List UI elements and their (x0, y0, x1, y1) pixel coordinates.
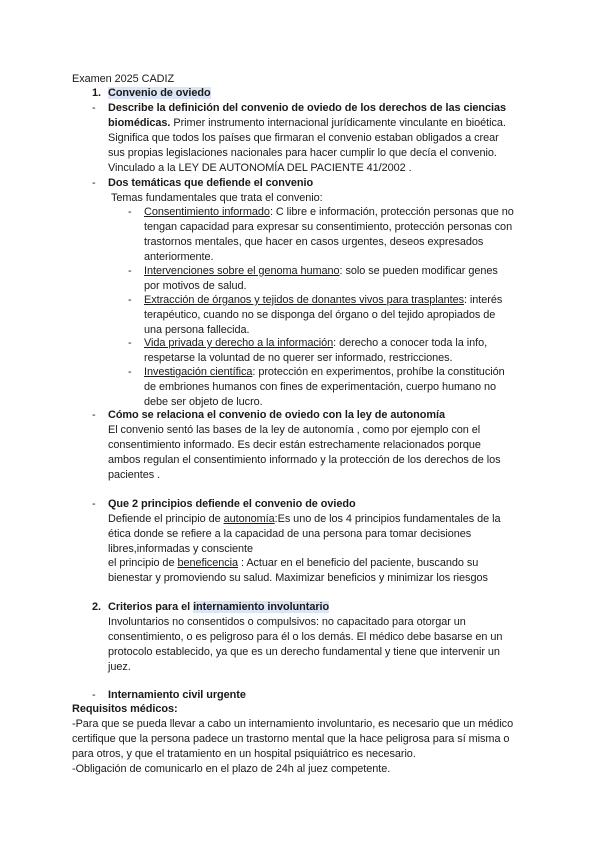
q2-item-3-line2: terapéutico, cuando no se disponga del órgano o del tejido apropiados de (144, 309, 496, 321)
document-title: Examen 2025 CADIZ (72, 73, 175, 85)
bullet-dash: - (92, 409, 96, 421)
q4-line5: bienestar y promoviendo su salud. Maximizar beneficios y minimizar los riesgos (108, 572, 488, 584)
q2-item-4-line2: respetarse la voluntad de no querer ser informado, restricciones. (144, 352, 453, 364)
q3-title: Cómo se relaciona el convenio de oviedo con la ley de autonomía (108, 409, 445, 421)
q2-item-5-line3: debe ser objeto de lucro. (144, 396, 263, 408)
q2-item-5-line1: : protección en experimentos, prohíbe la constitución (252, 366, 505, 378)
q3-body-line3: ambos regulan el consentimiento informado y la protección de los derechos de los (108, 454, 501, 466)
q4-line4 (108, 557, 478, 570)
bullet-dash: - (92, 102, 96, 114)
q2-item-5 (144, 366, 505, 379)
q1-title-line1: Describe la definición del convenio de oviedo de los derechos de las ciencias (108, 102, 507, 114)
bullet-dash: - (128, 206, 132, 218)
s2-body-line4: juez. (108, 661, 131, 673)
q2-item-3-line1: : interés (463, 294, 503, 306)
q4-line3: libres,informadas y consciente (108, 543, 253, 555)
bullet-dash: - (128, 366, 132, 378)
section-2-heading (108, 601, 329, 614)
q2-item-2 (144, 265, 498, 278)
q4-term-autonomia: autonomía (223, 513, 275, 525)
q2-item-3-line3: una persona fallecida. (144, 324, 250, 336)
section-2-title-pre: Criterios para el (108, 601, 194, 613)
bullet-dash: - (128, 294, 132, 306)
q2-item-2-line1: : solo se pueden modificar genes (339, 265, 498, 277)
q4-line1-pre: Defiende el principio de (108, 513, 224, 525)
section-1-heading (108, 87, 211, 100)
section-1-title: Convenio de oviedo (108, 87, 211, 99)
bullet-dash: - (92, 689, 96, 701)
q1-title-line2: biomédicas. (108, 117, 171, 129)
q4-line4-post: : Actuar en el beneficio del paciente, buscando su (238, 557, 479, 569)
q2-item-4-line1: : derecho a conocer toda la info, (333, 337, 488, 349)
q2-item-3-term: Extracción de órganos y tejidos de donantes vivos para trasplantes (144, 294, 464, 306)
requirements-heading: Requisitos médicos: (72, 703, 178, 715)
q2-item-5-term: Investigación científica (144, 366, 253, 378)
q2-item-1-line3: trastornos mentales, que hacer en casos urgentes, deseos expresados (144, 236, 484, 248)
q4-line1-post: :Es uno de los 4 principios fundamentales de la (274, 513, 501, 525)
q1-title-line2-row (108, 117, 506, 130)
s2-body-line3: protocolo establecido, ya que es un derecho fundamental y tiene que intervenir un (108, 646, 500, 658)
section-1-number: 1. (92, 87, 102, 99)
q2-item-1 (144, 206, 514, 219)
q1-body-line2: Significa que todos los países que firmaran el convenio estaban obligados a crear (108, 132, 499, 144)
section-2-number: 2. (92, 601, 102, 613)
bullet-dash: - (128, 265, 132, 277)
q2-title: Dos temáticas que defiende el convenio (108, 177, 314, 189)
q2-item-3 (144, 294, 502, 307)
q4-line1 (108, 513, 501, 526)
q2-item-1-line1: : C libre e información, protección personas que no (269, 206, 514, 218)
q2-intro: Temas fundamentales que trata el convenio: (111, 192, 323, 204)
urgent-heading: Internamiento civil urgente (108, 689, 246, 701)
requirements-line3: para otros, y que el tratamiento en un hospital psiquiátrico es necesario. (72, 748, 416, 760)
q2-item-1-line2: tengan capacidad para expresar su consentimiento, protección personas con (144, 221, 513, 233)
q2-item-5-line2: de embriones humanos con fines de experimentación, cuerpo humano no (144, 381, 497, 393)
s2-body-line2: consentimiento, o es peligroso para él o los demás. El médico debe basarse en un (108, 631, 503, 643)
s2-body-line1: Involuntarios no consentidos o compulsivos: no capacitado para otorgar un (108, 616, 466, 628)
q2-item-1-line4: anteriormente. (144, 251, 214, 263)
q2-item-2-line2: por motivos de salud. (144, 280, 247, 292)
q4-line4-pre: el principio de (108, 557, 178, 569)
q4-term-beneficencia: beneficencia (177, 557, 238, 569)
q3-body-line4: pacientes . (108, 469, 161, 481)
q2-item-2-term: Intervenciones sobre el genoma humano (144, 265, 340, 277)
q2-item-4-term: Vida privada y derecho a la información (144, 337, 334, 349)
requirements-line1: -Para que se pueda llevar a cabo un internamiento involuntario, es necesario que un médico (72, 718, 514, 730)
q2-item-1-term: Consentimiento informado (144, 206, 270, 218)
bullet-dash: - (92, 498, 96, 510)
bullet-dash: - (92, 177, 96, 189)
section-2-title-highlight: internamiento involuntario (193, 601, 330, 613)
q4-line2: ética donde se refiere a la capacidad de una persona para tomar decisiones (108, 528, 472, 540)
q3-body-line2: consentimiento informado. Es decir están estrechamente relacionados porque (108, 439, 481, 451)
q4-title: Que 2 principios defiende el convenio de oviedo (108, 498, 356, 510)
bullet-dash: - (128, 337, 132, 349)
q1-body-line4: Vinculado a la LEY DE AUTONOMÍA DEL PACIENTE 41/2002 . (108, 162, 412, 174)
requirements-line4: -Obligación de comunicarlo en el plazo de 24h al juez competente. (72, 763, 391, 775)
q1-body-line3: sus propias legislaciones nacionales para hacer cumplir lo que decía el convenio. (108, 147, 497, 159)
q2-item-4 (144, 337, 487, 350)
q1-body-line1: Primer instrumento internacional jurídicamente vinculante en bioética. (170, 117, 506, 129)
q3-body-line1: El convenio sentó las bases de la ley de autonomía , como por ejemplo con el (108, 424, 481, 436)
requirements-line2: certifique que la persona padece un trastorno mental que la hace peligrosa para sí misma o (72, 733, 510, 745)
